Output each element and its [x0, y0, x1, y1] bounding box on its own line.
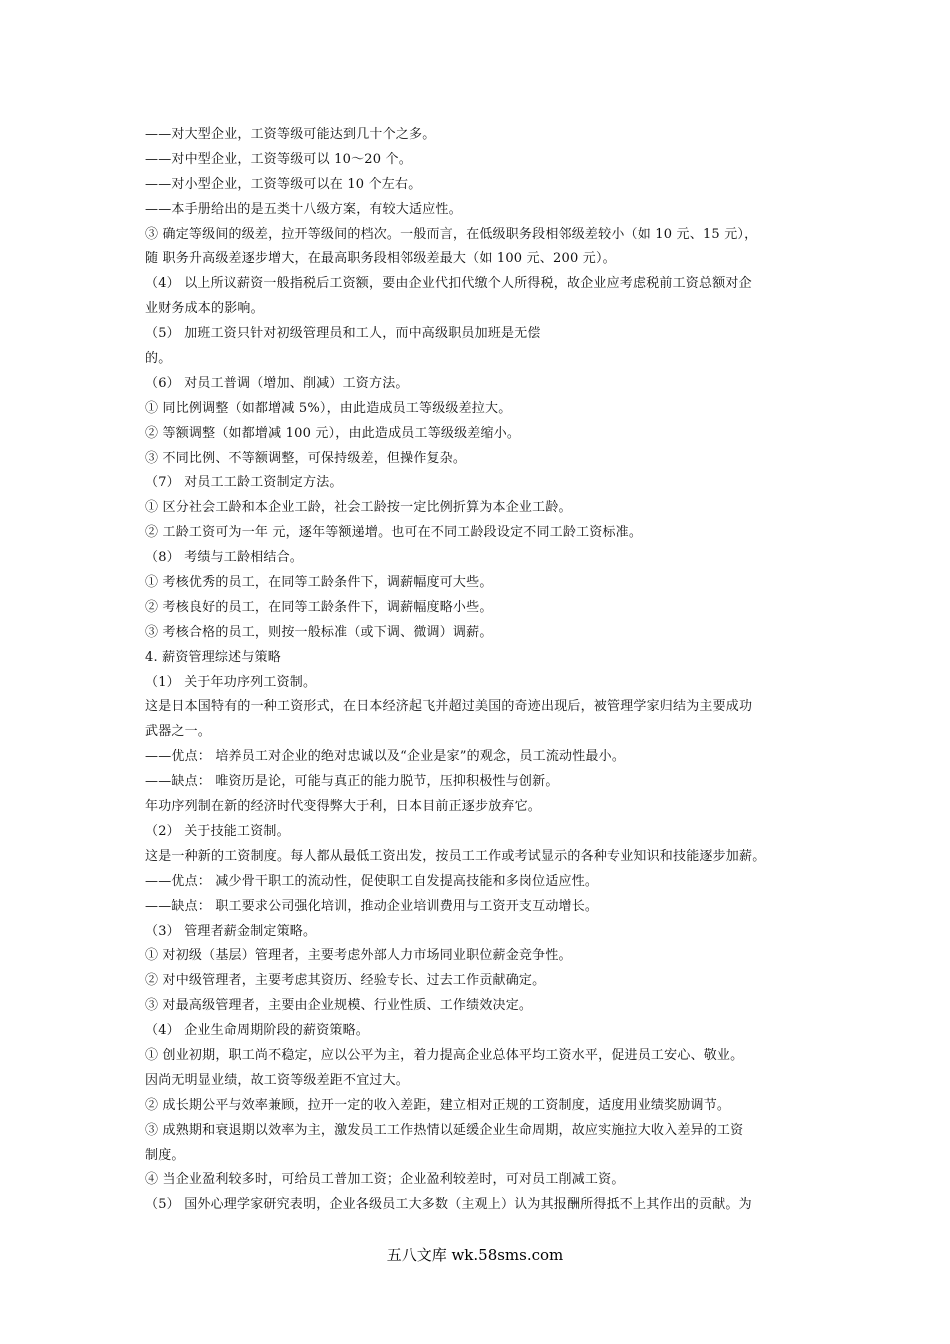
text-line: （4） 以上所议薪资一般指税后工资额，要由企业代扣代缴个人所得税，故企业应考虑税前工资总额对企	[145, 276, 752, 292]
text-line: （5） 国外心理学家研究表明，企业各级员工大多数（主观上）认为其报酬所得抵不上其作出的贡献。为	[145, 1197, 752, 1213]
text-line: ——对大型企业，工资等级可能达到几十个之多。	[145, 127, 436, 142]
text-line: （1） 关于年功序列工资制。	[145, 674, 317, 690]
document-body	[145, 123, 825, 1218]
text-line: ② 工龄工资可为一年 元，逐年等额递增。也可在不同工龄段设定不同工龄工资标准。	[145, 525, 643, 541]
text-line: ① 创业初期，职工尚不稳定，应以公平为主，着力提高企业总体平均工资水平，促进员工安心、敬业。	[145, 1047, 744, 1063]
text-line: ——对小型企业，工资等级可以在 10 个左右。	[145, 176, 422, 192]
text-line: 因尚无明显业绩，故工资等级差距不宜过大。	[145, 1072, 410, 1088]
text-line: ③ 成熟期和衰退期以效率为主，激发员工工作热情以延缓企业生命周期，故应实施拉大收入差异的工资	[145, 1122, 744, 1138]
text-line: ③ 确定等级间的级差，拉开等级间的档次。一般而言，在低级职务段相邻级差较小（如 10 元、15 元），	[145, 226, 758, 242]
text-line: ① 考核优秀的员工，在同等工龄条件下，调薪幅度可大些。	[145, 575, 493, 591]
text-line: ——缺点： 职工要求公司强化培训，推动企业培训费用与工资开支互动增长。	[145, 898, 599, 914]
text-line: ② 成长期公平与效率兼顾，拉开一定的收入差距，建立相对正规的工资制度，适度用业绩奖励调节。	[145, 1097, 731, 1113]
text-line: ① 区分社会工龄和本企业工龄，社会工龄按一定比例折算为本企业工龄。	[145, 500, 572, 516]
text-line: （5） 加班工资只针对初级管理员和工人，而中高级职员加班是无偿	[145, 326, 541, 342]
text-line: ——优点： 培养员工对企业的绝对忠诚以及“企业是家”的观念，员工流动性最小。	[145, 749, 626, 765]
text-line: 的。	[145, 351, 172, 367]
text-line: ——缺点： 唯资历是论，可能与真正的能力脱节，压抑积极性与创新。	[145, 774, 559, 790]
text-line: ① 对初级（基层）管理者，主要考虑外部人力市场同业职位薪金竞争性。	[145, 948, 572, 964]
text-line: 制度。	[145, 1147, 185, 1163]
text-line: ——本手册给出的是五类十八级方案，有较大适应性。	[145, 201, 462, 217]
footer-watermark: 五八文库 wk.58sms.com	[386, 1246, 564, 1264]
text-line: ② 考核良好的员工，在同等工龄条件下，调薪幅度略小些。	[145, 599, 493, 615]
text-line: （4） 企业生命周期阶段的薪资策略。	[145, 1023, 370, 1039]
section-heading: 4. 薪资管理综述与策略	[145, 649, 281, 665]
text-line: ③ 对最高级管理者，主要由企业规模、行业性质、工作绩效决定。	[145, 998, 533, 1014]
text-line: ① 同比例调整（如都增减 5%），由此造成员工等级级差拉大。	[145, 400, 512, 416]
text-line: 武器之一。	[145, 724, 212, 740]
text-line: ④ 当企业盈利较多时，可给员工普加工资；企业盈利较差时，可对员工削减工资。	[145, 1172, 625, 1188]
text-line: ② 等额调整（如都增减 100 元），由此造成员工等级级差缩小。	[145, 425, 521, 441]
text-line: 这是日本国特有的一种工资形式，在日本经济起飞并超过美国的奇迹出现后，被管理学家归结为主要成功	[145, 699, 753, 715]
text-line: （6） 对员工普调（增加、削减）工资方法。	[145, 375, 409, 391]
text-line: （3） 管理者薪金制定策略。	[145, 923, 317, 939]
text-line: 业财务成本的影响。	[145, 301, 264, 317]
text-line: 随 职务升高级差逐步增大，在最高职务段相邻级差最大（如 100 元、200 元）。	[145, 251, 616, 267]
text-line: （8） 考绩与工龄相结合。	[145, 550, 304, 566]
text-line: （2） 关于技能工资制。	[145, 823, 290, 839]
text-line: 这是一种新的工资制度。每人都从最低工资出发，按员工工作或考试显示的各种专业知识和技能逐步加薪。	[145, 848, 766, 864]
text-line: 年功序列制在新的经济时代变得弊大于利，日本目前正逐步放弃它。	[145, 799, 542, 815]
text-line: ② 对中级管理者，主要考虑其资历、经验专长、过去工作贡献确定。	[145, 973, 546, 989]
text-line: （7） 对员工工龄工资制定方法。	[145, 475, 343, 491]
text-line: ③ 不同比例、不等额调整，可保持级差，但操作复杂。	[145, 450, 467, 466]
text-line: ③ 考核合格的员工，则按一般标准（或下调、微调）调薪。	[145, 624, 493, 640]
text-line: ——对中型企业，工资等级可以 10～20 个。	[145, 151, 412, 167]
text-line: ——优点： 减少骨干职工的流动性，促使职工自发提高技能和多岗位适应性。	[145, 873, 599, 889]
